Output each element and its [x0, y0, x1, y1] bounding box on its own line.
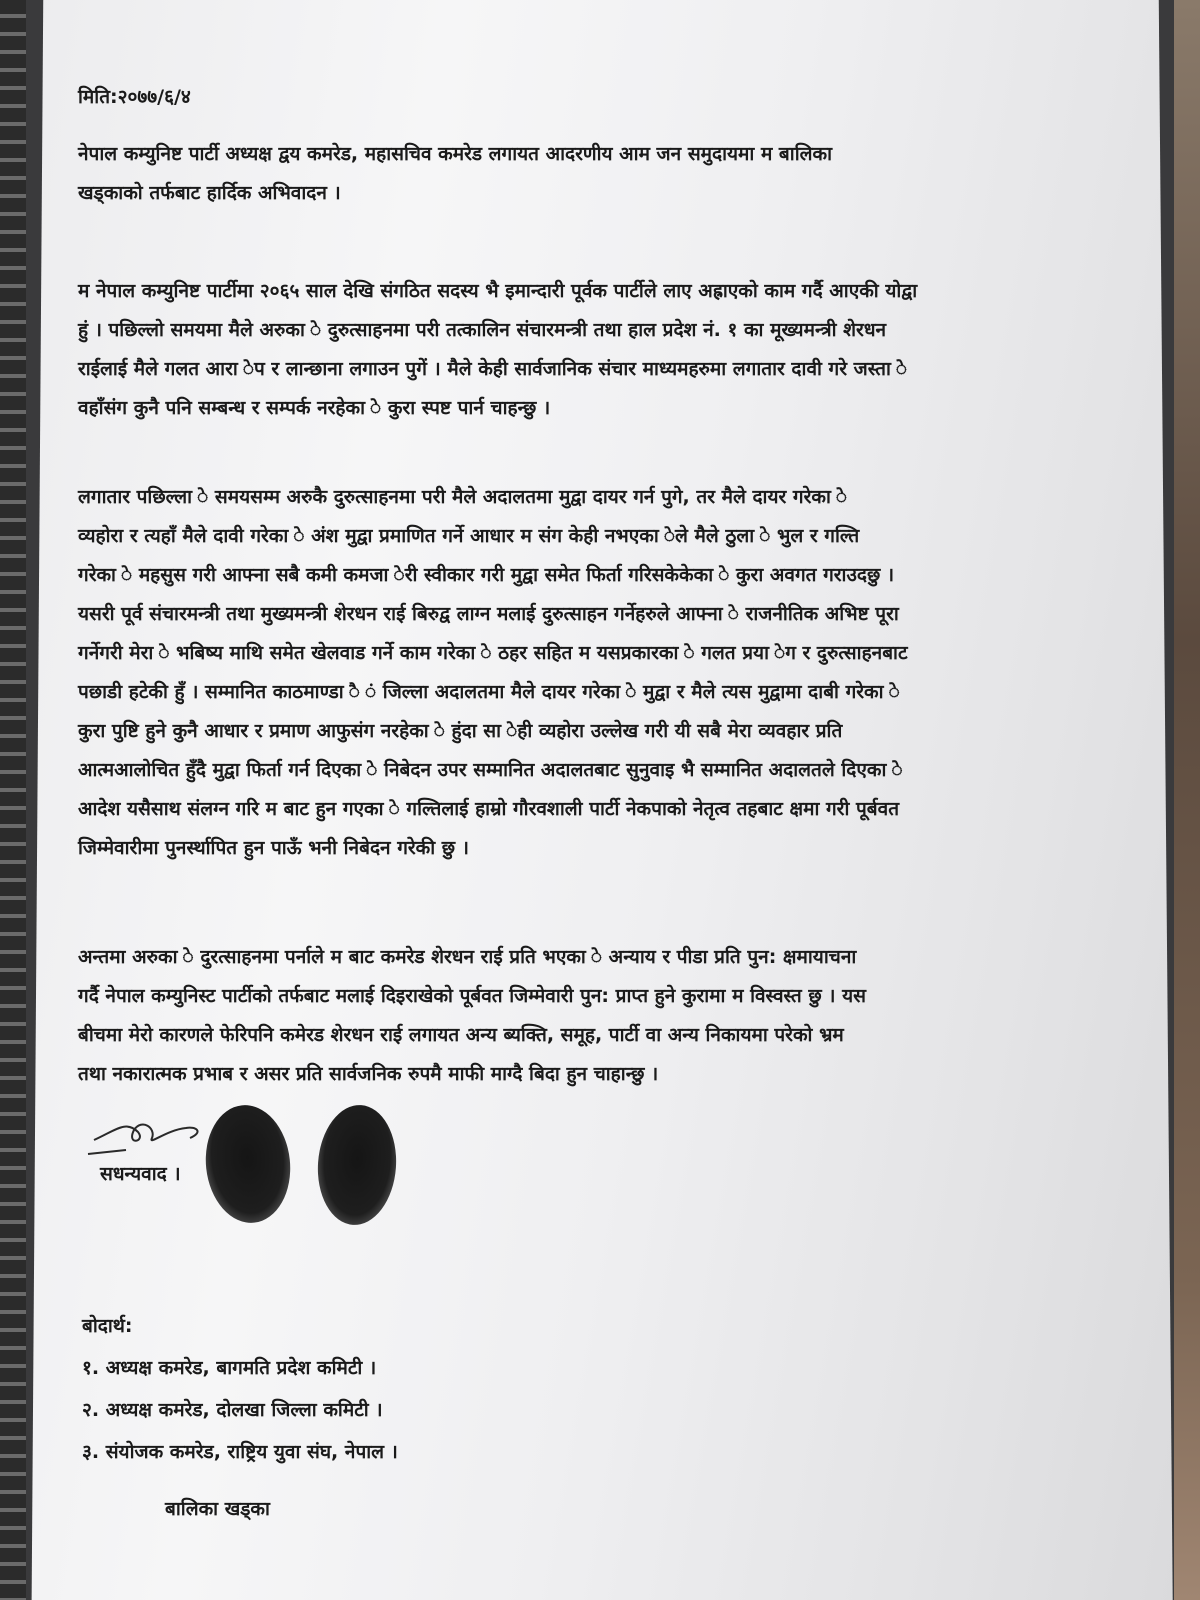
text-line: कुरा पुष्टि हुने कुनै आधार र प्रमाण आफुसंग नरहेका े हुंदा सा ेही व्यहोरा उल्लेख गरी यी सबै मेरा व्यवहार प्रति — [78, 720, 843, 742]
text-line: वहाँसंग कुनै पनि सम्बन्ध र सम्पर्क नरहेका े कुरा स्पष्ट पार्न चाहन्छु । — [78, 397, 551, 419]
bodartha-title: बोदार्थ: — [82, 1315, 133, 1337]
text-line: हुं । पछिल्लो समयमा मैले अरुका े दुरुत्साहनमा परी तत्कालिन संचारमन्त्री तथा हाल प्रदेश नं. १ का मूख्यमन्त्री शेरधन — [78, 319, 887, 341]
paragraph-introduction — [78, 272, 917, 428]
text-line: राईलाई मैले गलत आरा ेप र लान्छाना लगाउन पुगें । मैले केही सार्वजानिक संचार माध्यमहरुमा लगातार दावी गरे जस्ता े — [78, 358, 908, 380]
text-line: लगातार पछिल्ला े समयसम्म अरुकै दुरुत्साहनमा परी मैले अदालतमा मुद्वा दायर गर्न पुगे, तर मैले दायर गरेका े — [78, 486, 848, 508]
text-line: गरेका े महसुस गरी आफ्ना सबै कमी कमजा ेरी स्वीकार गरी मुद्वा समेत फिर्ता गरिसकेकेका े कुरा अवगत गराउदछु । — [78, 564, 895, 586]
bodartha-item: ३. संयोजक कमरेड, राष्ट्रिय युवा संघ, नेपाल । — [82, 1441, 398, 1463]
bodartha-item: १. अध्यक्ष कमरेड, बागमति प्रदेश कमिटी । — [82, 1357, 377, 1379]
bodartha-item: २. अध्यक्ष कमरेड, दोलखा जिल्ला कमिटी । — [82, 1399, 383, 1421]
text-line: गर्नेगरी मेरा े भबिष्य माथि समेत खेलवाड गर्ने काम गरेका े ठहर सहित म यसप्रकारका े गलत प्रया ेग र दुरुत्साहनबाट — [78, 642, 908, 664]
closing-thanks: सधन्यवाद । — [100, 1163, 181, 1185]
text-line: गर्दै नेपाल कम्युनिस्ट पार्टीको तर्फबाट मलाई दिइराखेको पूर्बवत जिम्मेवारी पुन: प्राप्त हुने कुरामा म विस्वस्त छु । यस — [78, 985, 866, 1007]
text-line: खड्काको तर्फबाट हार्दिक अभिवादन । — [78, 182, 341, 204]
text-line: आदेश यसैसाथ संलग्न गरि म बाट हुन गएका े गल्तिलाई हाम्रो गौरवशाली पार्टी नेकपाको नेतृत्व तहबाट क्षमा गरी पूर्बवत — [78, 798, 900, 820]
text-line: व्यहोरा र त्यहाँ मैले दावी गरेका े अंश मुद्वा प्रमाणित गर्ने आधार म संग केही नभएका ेले मैले ठुला े भुल र गल्ति — [78, 525, 860, 547]
signatory-name: बालिका खड्का — [165, 1498, 270, 1520]
text-line: तथा नकारात्मक प्रभाब र असर प्रति सार्वजनिक रुपमै माफी माग्दै बिदा हुन चाहान्छु । — [78, 1063, 659, 1085]
paragraph-greeting — [78, 135, 832, 213]
letter-date: मिति:२०७७/६/४ — [78, 86, 191, 108]
text-line: बीचमा मेरो कारणले फेरिपनि कमेरड शेरधन राई लगायत अन्य ब्यक्ति, समूह, पार्टी वा अन्य निकायमा परेको भ्रम — [78, 1024, 844, 1046]
text-line: जिम्मेवारीमा पुनर्स्थापित हुन पाऊँ भनी निबेदन गरेकी छु । — [78, 837, 469, 859]
bodartha-section — [82, 1305, 398, 1473]
paragraph-apology — [78, 938, 866, 1094]
text-line: पछाडी हटेकी हुँ । सम्मानित काठमाण्डा ै ं जिल्ला अदालतमा मैले दायर गरेका े मुद्वा र मैले त्यस मुद्वामा दाबी गरेका े — [78, 681, 900, 703]
text-line: यसरी पूर्व संचारमन्त्री तथा मुख्यमन्त्री शेरधन राई बिरुद्व लाग्न मलाई दुरुत्साहन गर्नेहरुले आफ्ना े राजनीतिक अभिष्ट पूरा — [78, 603, 899, 625]
text-line: नेपाल कम्युनिष्ट पार्टी अध्यक्ष द्वय कमरेड, महासचिव कमरेड लगायत आदरणीय आम जन समुदायमा म बालिका — [78, 143, 833, 165]
text-line: अन्तमा अरुका े दुरत्साहनमा पर्नाले म बाट कमरेड शेरधन राई प्रति भएका े अन्याय र पीडा प्रति पुन: क्षमायाचना — [78, 946, 857, 968]
signature-scribble — [86, 1110, 216, 1160]
paragraph-court-case — [78, 478, 908, 868]
text-line: म नेपाल कम्युनिष्ट पार्टीमा २०६५ साल देखि संगठित सदस्य भै इमान्दारी पूर्वक पार्टीले लाए अह्राएको काम गर्दै आएकी योद्वा — [78, 280, 918, 302]
background-right — [1174, 0, 1200, 1600]
text-line: आत्मआलोचित हुँदै मुद्वा फिर्ता गर्न दिएका े निबेदन उपर सम्मानित अदालतबाट सुनुवाइ भै सम्मानित अदालतले दिएका े — [78, 759, 903, 781]
background-left — [0, 0, 26, 1600]
